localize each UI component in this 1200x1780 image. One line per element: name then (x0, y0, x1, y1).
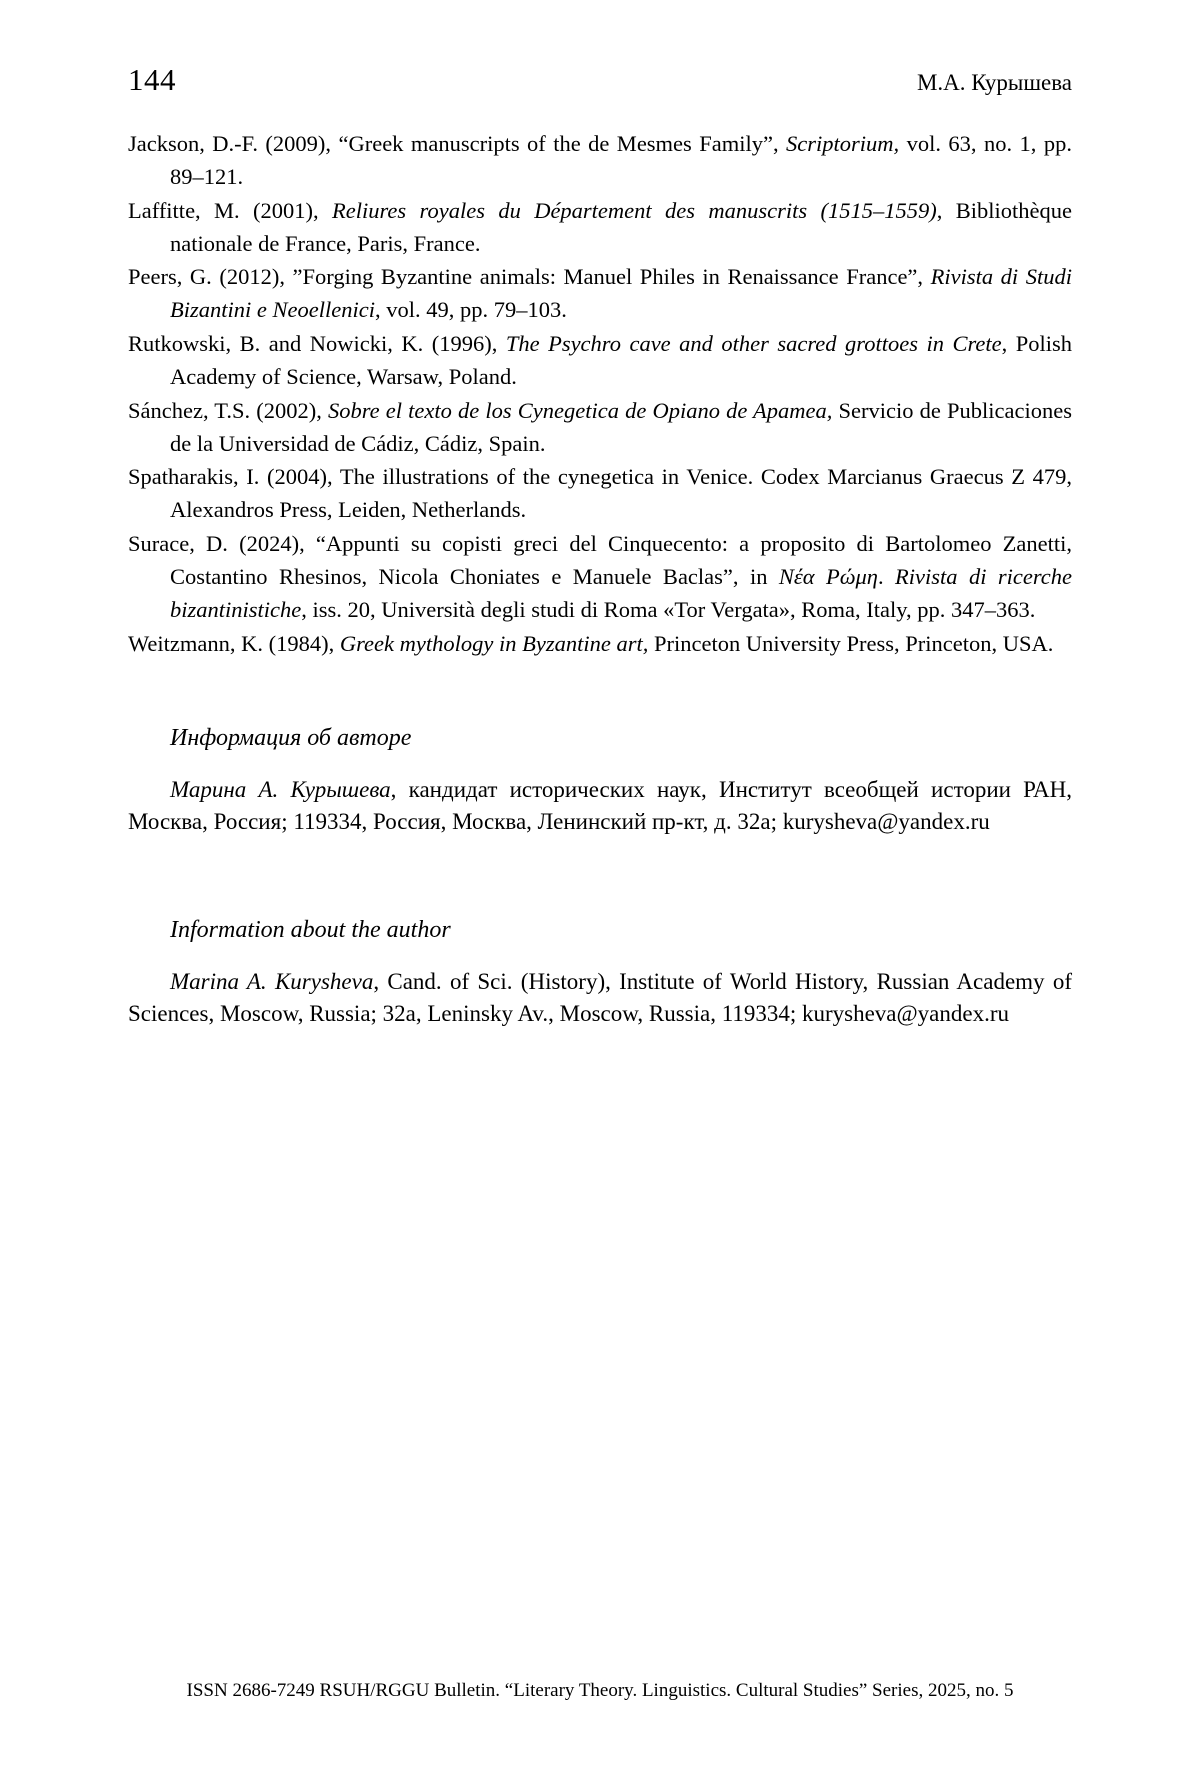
bibliography-entry (128, 528, 1072, 627)
text-run: Princeton University Press, Princeton, USA. (648, 630, 1054, 656)
bibliography-list (128, 128, 1072, 661)
bibliography-entry (128, 628, 1072, 661)
author-info-ru-heading: Информация об авторе (170, 724, 412, 751)
text-run: Sánchez, T.S. (2002), (128, 397, 329, 423)
text-run-italic: Marina A. Kurysheva (170, 968, 374, 994)
page-footer: ISSN 2686-7249 RSUH/RGGU Bulletin. “Literary Theory. Linguistics. Cultural Studies” Series, 2025, no. 5 (186, 1680, 1014, 1701)
text-run: Jackson, D.-F. (2009), “Greek manuscripts of the de Mesmes Family”, (128, 131, 787, 156)
text-run: , Cand. of Sci. (History), Institute of World History, Russian Academy of Sciences, Moscow, Russia; 32a, Leninsky Av., Moscow, Russia, 119334; kurysheva@yandex.ru (128, 968, 1072, 1027)
running-head-author: М.А. Курышева (916, 70, 1072, 95)
text-run: Rutkowski, B. and Nowicki, K. (1996), (128, 331, 506, 357)
bibliography-entry (128, 461, 1072, 527)
text-run-italic: Rivista di Studi Bizantini e Neoellenici (170, 264, 1072, 323)
text-run: . (877, 563, 896, 589)
text-run: Surace, D. (2024), “Appunti su copisti greci del Cinquecento: a proposito di Bartolomeo Zanetti, Costantino Rhesinos, Nicola Choniates e Manuele Baclas”, in (128, 531, 1072, 589)
text-run: vol. 63, no. 1, pp. 89–121. (170, 131, 1072, 189)
text-run: , vol. 49, pp. 79–103. (374, 297, 567, 323)
text-run-italic: Greek mythology in Byzantine art, (339, 630, 649, 656)
text-run-italic: Sobre el texto de los Cynegetica de Opiano de Apamea, (328, 397, 833, 423)
text-run-italic: The Psychro cave and other sacred grottoes in Crete (505, 331, 1002, 357)
text-run: , Bibliothèque nationale de France, Paris, France. (170, 197, 1072, 256)
bibliography-entry (128, 261, 1072, 327)
author-info-ru-paragraph (128, 774, 1072, 839)
text-run: Laffitte, M. (2001), (128, 197, 333, 223)
author-info-en-heading: Information about the author (170, 916, 451, 943)
author-info-en-paragraph (128, 966, 1072, 1031)
text-run: Servicio de Publicaciones de la Universidad de Cádiz, Cádiz, Spain. (170, 397, 1072, 456)
page-number: 144 (128, 62, 176, 97)
text-run-italic: Νέα Ρώμη (778, 563, 878, 589)
bibliography-entry (128, 328, 1072, 394)
text-run: , кандидат исторических наук, Институт всеобщей истории РАН, Москва, Россия; 119334, Россия, Москва, Ленинский пр-кт, д. 32а; kurysheva@yandex.ru (128, 776, 1072, 835)
text-run: Peers, G. (2012), ”Forging Byzantine animals: Manuel Philes in Renaissance France”, (128, 264, 931, 290)
page-content (128, 62, 1072, 1031)
text-run: Weitzmann, K. (1984), (128, 630, 340, 656)
running-head (128, 62, 1072, 98)
text-run-italic: Reliures royales du Département des manuscrits (1515–1559) (332, 197, 937, 223)
text-run: Spatharakis, I. (2004), The illustrations of the cynegetica in Venice. Codex Marcianus Graecus Z 479, Alexandros Press, Leiden, Netherlands. (128, 464, 1072, 523)
text-run-italic: Scriptorium, (786, 131, 900, 156)
text-run-italic: Марина А. Курышева (170, 776, 391, 802)
bibliography-entry (128, 128, 1072, 194)
bibliography-entry (128, 395, 1072, 461)
bibliography-entry (128, 195, 1072, 261)
text-run-italic: Rivista di ricerche bizantinistiche (170, 563, 1073, 622)
text-run: , iss. 20, Università degli studi di Roma «Tor Vergata», Roma, Italy, pp. 347–363. (301, 596, 1036, 622)
text-run: , Polish Academy of Science, Warsaw, Poland. (170, 331, 1073, 389)
